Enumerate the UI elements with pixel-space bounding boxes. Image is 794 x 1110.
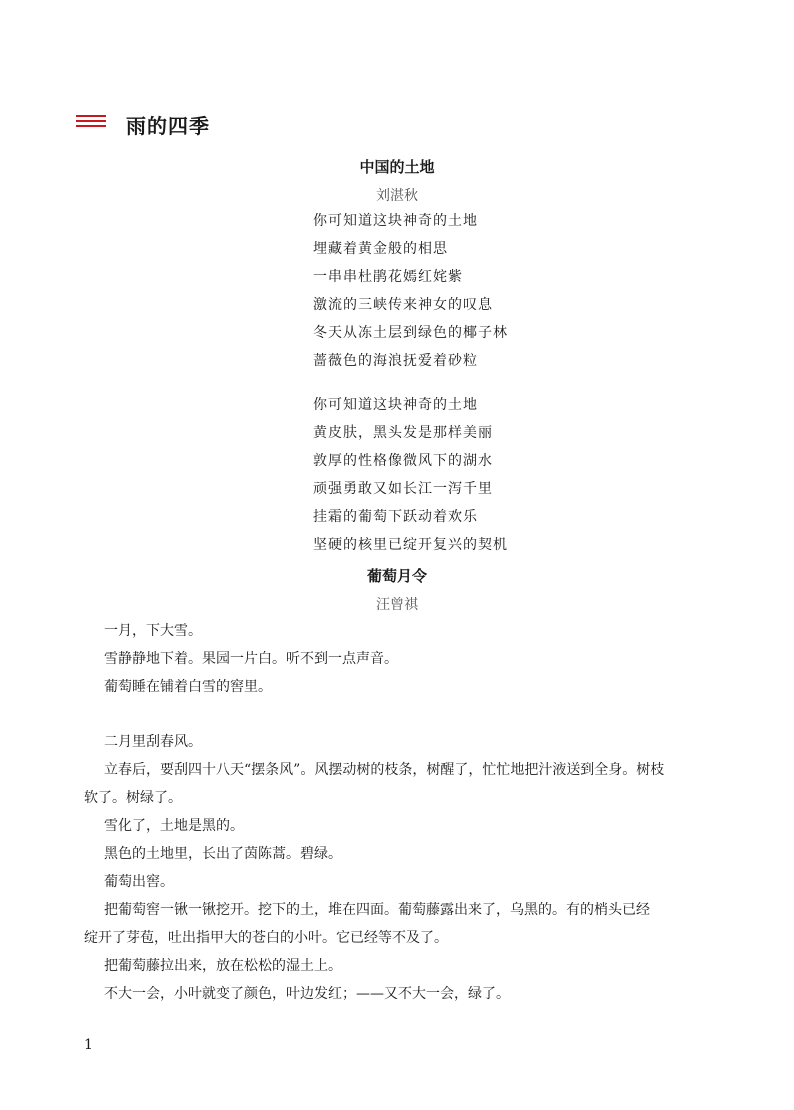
poem-author: 刘湛秋 <box>376 188 418 204</box>
paragraph: 二月里刮春风。 <box>104 734 202 750</box>
essay-title: 葡萄月令 <box>366 567 427 585</box>
section-marker-icon <box>76 115 106 129</box>
essay-part-1 <box>104 617 734 701</box>
paragraph: 雪化了，土地是黑的。 <box>104 818 244 834</box>
poem-stanza-2 <box>313 391 508 559</box>
paragraph: 雪静静地下着。果园一片白。听不到一点声音。 <box>104 651 398 667</box>
paragraph-continuation: 绽开了芽苞，吐出指甲大的苍白的小叶。它已经等不及了。 <box>84 930 448 946</box>
verse-line: 激流的三峡传来神女的叹息 <box>313 297 493 313</box>
section-title: 雨的四季 <box>126 114 210 138</box>
verse-line: 埋藏着黄金般的相思 <box>313 241 448 257</box>
verse-line: 黄皮肤，黑头发是那样美丽 <box>313 425 493 441</box>
paragraph: 把葡萄窖一锹一锹挖开。挖下的土，堆在四面。葡萄藤露出来了，乌黑的。有的梢头已经 <box>104 902 650 918</box>
verse-line: 你可知道这块神奇的土地 <box>313 397 478 413</box>
paragraph: 把葡萄藤拉出来，放在松松的湿土上。 <box>104 958 342 974</box>
verse-line: 一串串杜鹃花嫣红姹紫 <box>313 269 463 285</box>
verse-line: 你可知道这块神奇的土地 <box>313 213 478 229</box>
paragraph: 葡萄出窖。 <box>104 874 174 890</box>
paragraph: 立春后，要刮四十八天“摆条风”。风摆动树的枝条，树醒了，忙忙地把汁液送到全身。树枝 <box>104 762 665 778</box>
verse-line: 挂霜的葡萄下跃动着欢乐 <box>313 509 478 525</box>
paragraph: 不大一会，小叶就变了颜色，叶边发红；——又不大一会，绿了。 <box>104 986 510 1002</box>
paragraph-continuation: 软了。树绿了。 <box>84 790 182 806</box>
essay-author: 汪曾祺 <box>376 597 418 613</box>
page-number: 1 <box>84 1037 93 1053</box>
verse-line: 坚硬的核里已绽开复兴的契机 <box>313 537 508 553</box>
paragraph: 葡萄睡在铺着白雪的窖里。 <box>104 679 272 695</box>
verse-line: 蔷薇色的海浪抚爱着砂粒 <box>313 353 478 369</box>
paragraph: 黑色的土地里，长出了茵陈蒿。碧绿。 <box>104 846 342 862</box>
poem-title: 中国的土地 <box>359 158 435 176</box>
paragraph: 一月，下大雪。 <box>104 623 202 639</box>
verse-line: 冬天从冻土层到绿色的椰子林 <box>313 325 508 341</box>
poem-stanza-1 <box>313 207 508 375</box>
essay-part-2 <box>84 728 734 1008</box>
verse-line: 敦厚的性格像微风下的湖水 <box>313 453 493 469</box>
verse-line: 顽强勇敢又如长江一泻千里 <box>313 481 493 497</box>
